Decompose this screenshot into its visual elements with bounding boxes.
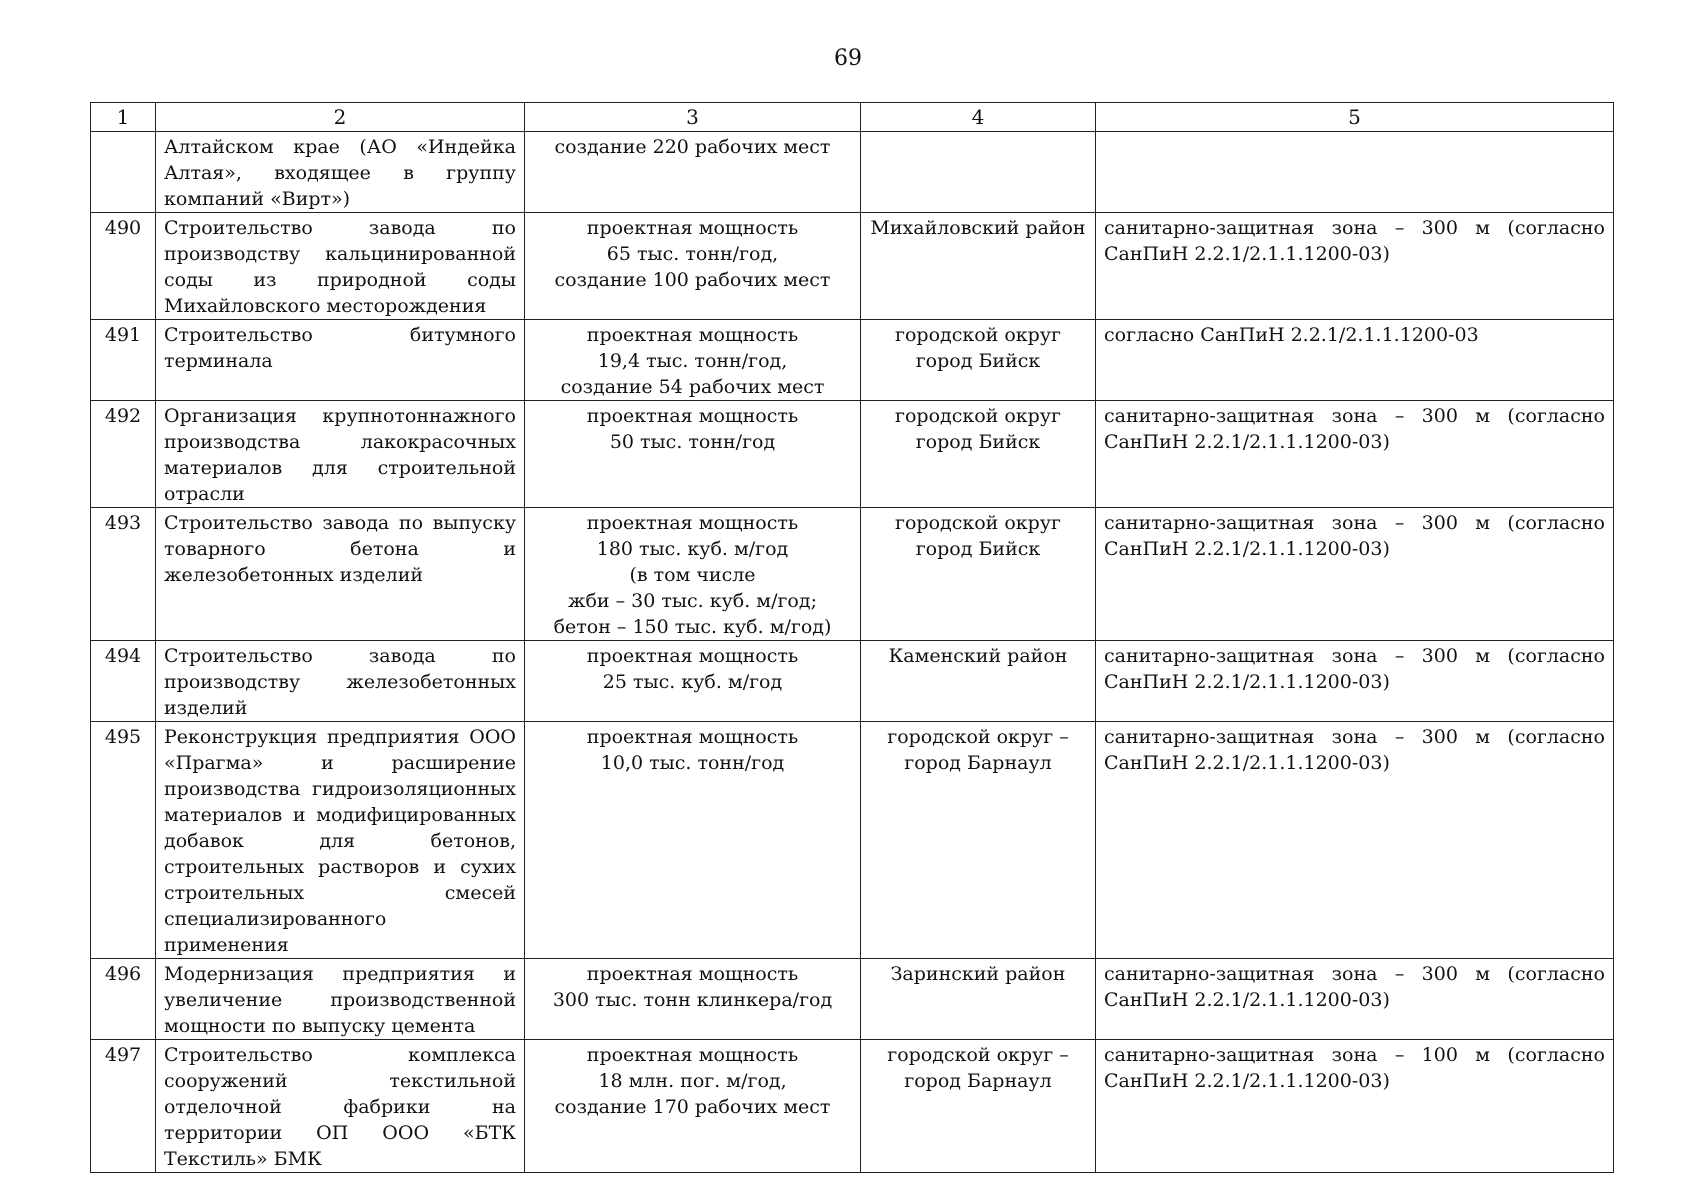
row-number: 497 [91,1040,156,1173]
project-capacity: проектная мощность 300 тыс. тонн клинкера/год [525,959,861,1040]
table-row [91,1040,1614,1173]
projects-table [90,102,1614,1173]
project-name: Строительство завода по производству железобетонных изделий [156,641,525,722]
project-capacity: проектная мощность 180 тыс. куб. м/год (в том числе жби – 30 тыс. куб. м/год; бетон – 150 тыс. куб. м/год) [525,508,861,641]
project-note [1096,132,1614,213]
project-note: санитарно-защитная зона – 100 м (согласно СанПиН 2.2.1/2.1.1.1200-03) [1096,1040,1614,1173]
project-note: санитарно-защитная зона – 300 м (согласно СанПиН 2.2.1/2.1.1.1200-03) [1096,641,1614,722]
project-note: санитарно-защитная зона – 300 м (согласно СанПиН 2.2.1/2.1.1.1200-03) [1096,401,1614,508]
project-location: городской округ город Бийск [861,320,1096,401]
table-row [91,213,1614,320]
table-row [91,508,1614,641]
column-header: 3 [525,103,861,132]
row-number: 490 [91,213,156,320]
project-location: городской округ – город Барнаул [861,722,1096,959]
project-name: Строительство комплекса сооружений текстильной отделочной фабрики на территории ОП ООО «БТК Текстиль» БМК [156,1040,525,1173]
row-number: 492 [91,401,156,508]
column-header: 1 [91,103,156,132]
project-location: Михайловский район [861,213,1096,320]
row-number: 491 [91,320,156,401]
project-note: санитарно-защитная зона – 300 м (согласно СанПиН 2.2.1/2.1.1.1200-03) [1096,959,1614,1040]
project-capacity: проектная мощность 65 тыс. тонн/год, создание 100 рабочих мест [525,213,861,320]
column-header: 5 [1096,103,1614,132]
column-header: 4 [861,103,1096,132]
table-row [91,132,1614,213]
project-capacity: проектная мощность 19,4 тыс. тонн/год, создание 54 рабочих мест [525,320,861,401]
row-number: 493 [91,508,156,641]
column-header: 2 [156,103,525,132]
project-location: Каменский район [861,641,1096,722]
table-row [91,959,1614,1040]
project-name: Организация крупнотоннажного производства лакокрасочных материалов для строительной отрасли [156,401,525,508]
project-capacity: проектная мощность 25 тыс. куб. м/год [525,641,861,722]
table-row [91,401,1614,508]
project-note: согласно СанПиН 2.2.1/2.1.1.1200-03 [1096,320,1614,401]
project-location [861,132,1096,213]
row-number: 494 [91,641,156,722]
project-location: городской округ – город Барнаул [861,1040,1096,1173]
project-location: городской округ город Бийск [861,401,1096,508]
row-number: 495 [91,722,156,959]
project-name: Модернизация предприятия и увеличение производственной мощности по выпуску цемента [156,959,525,1040]
project-location: Заринский район [861,959,1096,1040]
page-number: 69 [834,46,862,71]
project-note: санитарно-защитная зона – 300 м (согласно СанПиН 2.2.1/2.1.1.1200-03) [1096,213,1614,320]
project-note: санитарно-защитная зона – 300 м (согласно СанПиН 2.2.1/2.1.1.1200-03) [1096,722,1614,959]
project-name: Алтайском крае (АО «Индейка Алтая», входящее в группу компаний «Вирт») [156,132,525,213]
project-name: Строительство завода по производству кальцинированной соды из природной соды Михайловского месторождения [156,213,525,320]
row-number: 496 [91,959,156,1040]
project-capacity: проектная мощность 50 тыс. тонн/год [525,401,861,508]
table-row [91,320,1614,401]
project-name: Реконструкция предприятия ООО «Прагма» и расширение производства гидроизоляционных материалов и модифицированных добавок для бетонов, строительных растворов и сухих строительных смесей специализированного применения [156,722,525,959]
row-number [91,132,156,213]
column-number-row [91,103,1614,132]
project-capacity: создание 220 рабочих мест [525,132,861,213]
table-row [91,641,1614,722]
table-row [91,722,1614,959]
project-capacity: проектная мощность 10,0 тыс. тонн/год [525,722,861,959]
project-name: Строительство завода по выпуску товарного бетона и железобетонных изделий [156,508,525,641]
project-name: Строительство битумного терминала [156,320,525,401]
project-note: санитарно-защитная зона – 300 м (согласно СанПиН 2.2.1/2.1.1.1200-03) [1096,508,1614,641]
project-capacity: проектная мощность 18 млн. пог. м/год, создание 170 рабочих мест [525,1040,861,1173]
project-location: городской округ город Бийск [861,508,1096,641]
